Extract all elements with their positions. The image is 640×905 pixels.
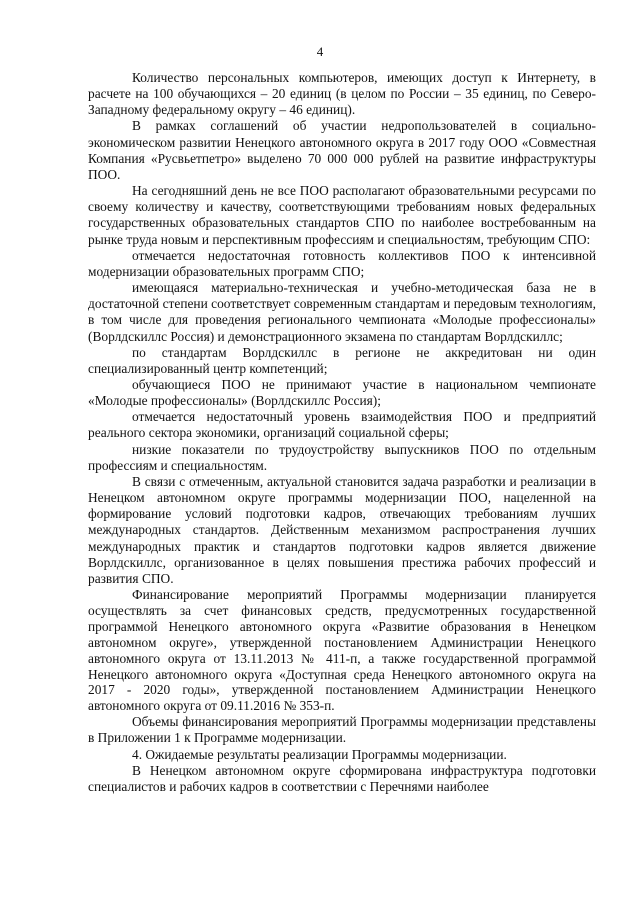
paragraph-enterprise-interaction: отмечается недостаточный уровень взаимодействия ПОО и предприятий реального сектора экономики, организаций социальной сферы; bbox=[88, 409, 596, 441]
section-heading-expected-results: 4. Ожидаемые результаты реализации Программы модернизации. bbox=[132, 746, 507, 762]
paragraph-financing: Финансирование мероприятий Программы модернизации планируется осуществлять за счет финансовых средств, предусмотренных государственной программой Ненецкого автономного округа «Развитие образования в Ненецком автономном округе», утвержденной постановлением Администрации Ненецкого автономного округа от 13.11.2013 № 411-п, а также государственной программой Ненецкого автономного округа «Доступная среда Ненецкого автономного округа на 2017 - 2020 годы», утвержденной постановлением Администрации Ненецкого автономного округа от 09.11.2016 № 353-п. bbox=[88, 587, 596, 714]
paragraph-subsoil-agreements: В рамках соглашений об участии недропользователей в социально-экономическом развитии Ненецкого автономного округа в 2017 году ООО «Совместная Компания «Русвьетпетро» выделено 70 000 000 рублей на развитие инфраструктуры ПОО. bbox=[88, 118, 596, 182]
paragraph-resources-status: На сегодняшний день не все ПОО располагают образовательными ресурсами по своему количеству и качеству, соответствующими требованиям новых федеральных государственных образовательных стандартов СПО по наиболее востребованным на рынке труда новым и перспективным профессиям и специальностям, требующим СПО: bbox=[88, 183, 596, 247]
page-number: 4 bbox=[316, 44, 324, 59]
paragraph-material-base: имеющаяся материально-техническая и учебно-методическая база не в достаточной степени соответствует современным стандартам и передовым технологиям, в том числе для проведения регионального чемпионата «Молодые профессионалы» (Ворлдскиллс Россия) и демонстрационного экзамена по стандартам Ворлдскиллс; bbox=[88, 280, 596, 344]
paragraph-competence-center: по стандартам Ворлдскиллс в регионе не аккредитован ни один специализированный центр компетенций; bbox=[88, 344, 596, 376]
paragraph-employment-indicators: низкие показатели по трудоустройству выпускников ПОО по отдельным профессиям и специальностям. bbox=[88, 441, 596, 473]
paragraph-staff-readiness: отмечается недостаточная готовность коллективов ПОО к интенсивной модернизации образовательных программ СПО; bbox=[88, 247, 596, 279]
paragraph-internet-computers: Количество персональных компьютеров, имеющих доступ к Интернету, в расчете на 100 обучающихся – 20 единиц (в целом по России – 35 единиц, по Северо-Западному федеральному округу – 46 единиц). bbox=[88, 70, 596, 118]
paragraph-modernization-task: В связи с отмеченным, актуальной становится задача разработки и реализации в Ненецком автономном округе программы модернизации ПОО, нацеленной на формирование условий подготовки кадров, отвечающих требованиям лучших международных стандартов. Действенным механизмом распространения лучших международных практик и стандартов подготовки кадров является движение Ворлдскиллс, организованное в целях повышения престижа рабочих профессий и развития СПО. bbox=[88, 473, 596, 586]
paragraph-infrastructure: В Ненецком автономном округе сформирована инфраструктура подготовки специалистов и рабочих кадров в соответствии с Перечнями наиболее bbox=[88, 762, 596, 794]
paragraph-financing-volumes: Объемы финансирования мероприятий Программы модернизации представлены в Приложении 1 к Программе модернизации. bbox=[88, 714, 596, 746]
document-body bbox=[88, 70, 596, 795]
paragraph-championship-participation: обучающиеся ПОО не принимают участие в национальном чемпионате «Молодые профессионалы» (Ворлдскиллс Россия); bbox=[88, 376, 596, 409]
